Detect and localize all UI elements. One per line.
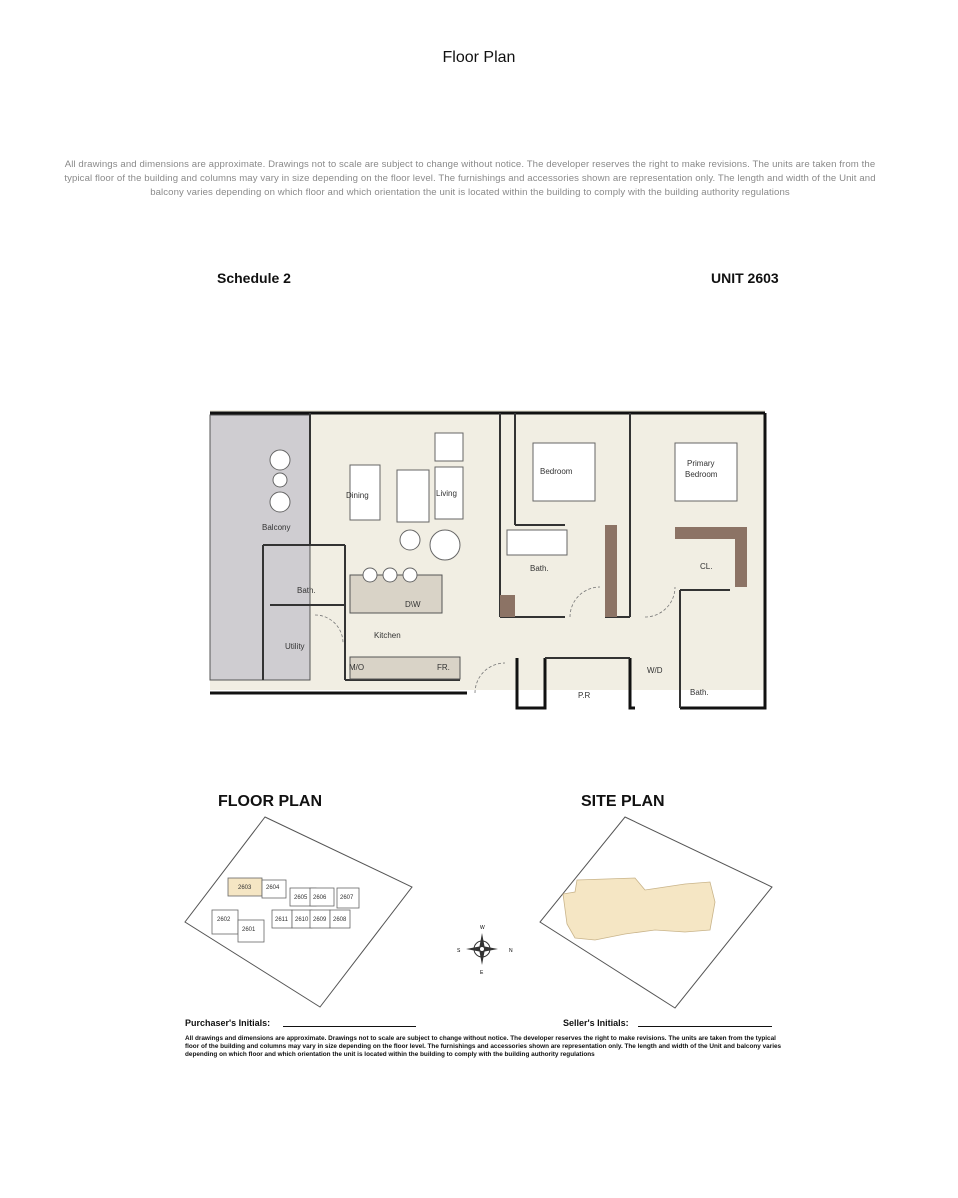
room-label-balcony: Balcony <box>262 523 291 532</box>
purchaser-initials-line[interactable] <box>283 1026 416 1027</box>
room-label-powder: P.R <box>578 691 591 700</box>
floor-plan-heading: FLOOR PLAN <box>218 793 322 810</box>
armchair-round <box>430 530 460 560</box>
key-unit-label: 2604 <box>266 885 280 891</box>
disclaimer-bottom: All drawings and dimensions are approximate. Drawings not to scale are subject to change without notice. The developer reserves the right to make revisions. The units are taken from the typical floor of the building and columns may vary in size depending on the floor level. The furnishings and accessories shown are representation only. The length and width of the Unit and balcony varies depending on which floor and which orientation the unit is located within the building to comply with the building authority regulations <box>185 1035 782 1058</box>
key-plan-units <box>212 878 359 942</box>
room-label-kitchen: Kitchen <box>374 631 401 640</box>
room-label-utility: Utility <box>285 642 305 651</box>
schedule-label: Schedule 2 <box>217 270 291 286</box>
room-label-dw: D\W <box>405 600 421 609</box>
room-label-living: Living <box>436 489 457 498</box>
room-label-dining: Dining <box>346 491 369 500</box>
room-label-mo: M/O <box>349 663 365 672</box>
key-unit-label: 2602 <box>217 917 231 923</box>
balcony-chairs <box>270 450 290 512</box>
seller-initials-label: Seller's Initials: <box>563 1018 629 1028</box>
balcony-area <box>210 415 310 680</box>
compass-n: N <box>509 948 513 954</box>
bar-stools <box>363 568 417 582</box>
room-label-bath-1: Bath. <box>297 586 316 595</box>
key-unit-label: 2610 <box>295 917 309 923</box>
building-footprint <box>563 878 715 940</box>
key-unit-label: 2605 <box>294 895 308 901</box>
site-plan <box>535 812 775 1012</box>
sofa <box>397 470 429 522</box>
unit-floor-plan <box>205 405 770 725</box>
purchaser-initials-label: Purchaser's Initials: <box>185 1018 271 1028</box>
key-unit-label: 2601 <box>242 927 256 933</box>
page-title: Floor Plan <box>442 49 516 66</box>
disclaimer-top: All drawings and dimensions are approximate. Drawings not to scale are subject to change without notice. The developer reserves the right to make revisions. The units are taken from the typical floor of the building and columns may vary in size depending on the floor level. The furnishings and accessories shown are representation only. The length and width of the Unit and balcony varies depending on which floor and which orientation the unit is located within the building to comply with the building authority regulations <box>64 159 876 198</box>
key-plan <box>180 812 420 1012</box>
armchair <box>435 433 463 461</box>
seller-initials-line[interactable] <box>638 1026 772 1027</box>
room-label-fr: FR. <box>437 663 450 672</box>
room-label-bedroom: Bedroom <box>540 467 573 476</box>
room-label-primary-2: Bedroom <box>685 470 718 479</box>
bathtub <box>507 530 567 555</box>
room-label-wd: W/D <box>647 666 663 675</box>
room-label-primary-1: Primary <box>687 459 715 468</box>
compass-s: S <box>457 948 461 954</box>
key-unit-label: 2606 <box>313 895 327 901</box>
room-label-closet: CL. <box>700 562 713 571</box>
side-table <box>400 530 420 550</box>
compass-icon <box>456 922 518 977</box>
key-unit-label: 2611 <box>275 917 288 923</box>
key-unit-label: 2603 <box>238 885 252 891</box>
room-label-bath-2: Bath. <box>530 564 549 573</box>
compass-w: W <box>480 925 485 931</box>
compass-e: E <box>480 970 484 976</box>
key-unit-label: 2608 <box>333 917 347 923</box>
site-plan-heading: SITE PLAN <box>581 793 665 810</box>
key-unit-label: 2607 <box>340 895 354 901</box>
unit-label: UNIT 2603 <box>711 270 779 286</box>
kitchen-island <box>350 575 442 613</box>
key-unit-label: 2609 <box>313 917 327 923</box>
room-label-bath-3: Bath. <box>690 688 709 697</box>
